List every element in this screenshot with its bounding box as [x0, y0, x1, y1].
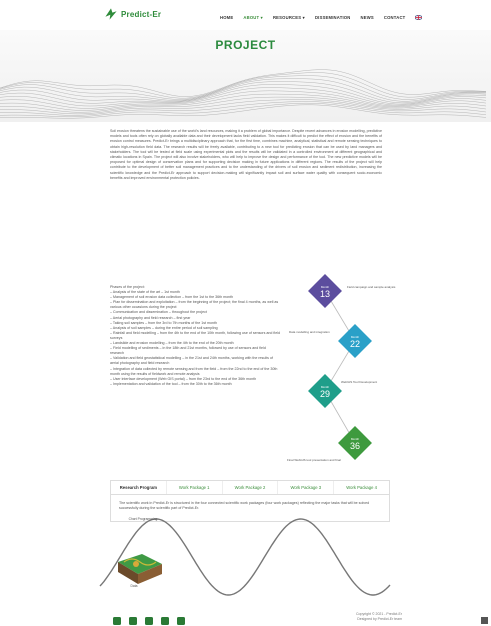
phase-item: – Communication and dissemination – throughout the project [110, 310, 207, 315]
phase-item: – User interface development (Web GIS portal) – from the 23rd to the end of the 36th month [110, 376, 257, 381]
footer-credits [322, 612, 402, 622]
milestone-month: 22 [349, 339, 361, 349]
linkedin-icon[interactable] [177, 617, 185, 625]
top-navigation-bar [0, 0, 491, 30]
phase-item: – Management of soil erosion data collection – from the 1st to the 36th month [110, 295, 234, 300]
leaf-logo-icon [104, 7, 118, 21]
milestone-month: 29 [319, 389, 331, 399]
nav-resources[interactable]: RESOURCES ▾ [272, 15, 305, 20]
tab-content: The scientific work in Predict-Er is structured in the four connected scientific work packages (four work packages) reflecting the major tasks that will be solved successfully during the scientific part of Predict-Er. [119, 501, 370, 510]
wave-illustration [100, 512, 390, 602]
phase-item: – Landslide and erosion modelling – from the 4th to the end of the 20th month [110, 341, 234, 346]
nav-dissemination[interactable]: DISSEMINATION [314, 15, 351, 20]
phase-item: – Aerial photography and field research – first year [110, 315, 191, 320]
page-title: PROJECT [215, 38, 276, 52]
wave-label-top: Chart Programming [128, 517, 158, 521]
terrain-wireframe-illustration [0, 50, 491, 122]
project-intro-text: Soil erosion threatens the sustainable use of the world's land resources, making it a problem of global importance. Despite recent advances in erosion modelling, predictive models and tools often rely on globally available data and their development lacks field validation. This makes it difficult to predict the effect of erosion and the benefits of erosion control measures. Predict-Er brings a multidisciplinary approach that, for the first time, combines machine, analytical, statistical and remote sensing techniques to obtain high-resolution field data. The research results will be freely available, contributing to a new tool for predicting erosion that can be used by land managers and stakeholders. The tool will be tested at field scale using experimental plots and the results will be validated in a controlled environment at different geographical and climatic locations in Spain. The project will also involve stakeholders, who will help to improve the design and performance of the tool. The new predictive models will be proposed for optimal design of conservation plans and for supporting decision making in future applications in different regions. The results of the project will help contribute to the development of better soil management practices and to the understanding of the drivers of soil erosion and sediment redistribution, increasing the scientific knowledge and the Predict-Er approach to support decision-making will significantly impact soil and surface water quality with consequent socio-economic benefits and improved environmental protection policies. [110, 129, 382, 180]
logo-text: Predict-Er [121, 9, 162, 19]
milestone-label: Month [350, 335, 360, 339]
nav-news[interactable]: NEWS [360, 15, 374, 20]
phase-item: – Taking soil samples – from the 3rd to 7th months of the 1st month [110, 320, 218, 325]
milestone-month: 13 [319, 289, 331, 299]
tab-research-program[interactable]: Research Program [111, 481, 167, 494]
designer-text: Designed by Predict-Er team [357, 617, 402, 621]
project-phases-list [110, 285, 280, 387]
hero-banner [0, 30, 491, 122]
social-links [113, 617, 185, 625]
wave-label-bottom: Data [130, 584, 138, 588]
tab-work-package-1[interactable]: Work Package 1 [167, 481, 223, 494]
copyright-text: Copyright © 2021 - Predict-Er [356, 612, 402, 616]
phase-item: – Field modelling of sediments – in the 18th and 21st months, followed by use of sensors and field research [110, 346, 266, 356]
tab-row [111, 481, 389, 495]
milestone-caption: WebGIS Tool Development [341, 380, 378, 384]
nav-about[interactable]: ABOUT ▾ [243, 15, 263, 20]
nav-home[interactable]: HOME [220, 15, 234, 20]
phases-heading: Phases of the project: [110, 285, 145, 289]
milestone-month-36 [287, 426, 372, 462]
youtube-icon[interactable] [129, 617, 137, 625]
instagram-icon[interactable] [113, 617, 121, 625]
main-nav [220, 15, 422, 20]
phase-item: – Rainfall and field modelling – from the 4th to the end of the 10th month, following use of sensors and field surveys [110, 330, 281, 340]
nav-contact[interactable]: CONTACT [383, 15, 406, 20]
milestone-timeline [285, 283, 396, 483]
phase-item: – Integration of data collected by remote sensing and from the field – from the 22nd to the end of the 30th month using the results of fieldwork and remote analysis [110, 366, 278, 376]
milestone-month-13 [308, 274, 396, 308]
milestone-month-22 [289, 324, 372, 358]
facebook-icon[interactable] [145, 617, 153, 625]
tab-work-package-2[interactable]: Work Package 2 [223, 481, 279, 494]
phase-item: – Analysis of soil samples – during the entire period of soil sampling [110, 325, 218, 330]
scroll-to-top-button[interactable] [481, 617, 488, 624]
milestone-label: Month [320, 385, 330, 389]
milestone-label: Month [320, 285, 330, 289]
x-twitter-icon[interactable] [161, 617, 169, 625]
uk-flag-icon[interactable] [415, 15, 422, 20]
tab-work-package-4[interactable]: Work Package 4 [346, 485, 377, 490]
tab-work-package-3[interactable]: Work Package 3 [278, 481, 334, 494]
milestone-caption: Data modelling and integration [289, 330, 330, 334]
phase-item: – Analysis of the state of the art – 1st month [110, 290, 180, 295]
milestone-caption: Final WebGIS tool presentation and final [287, 458, 341, 462]
phase-item: – Plan for dissemination and exploitation – from the beginning of the project; the final 4 months, as well as various other occasions during the project [110, 300, 279, 310]
milestone-month-29 [308, 374, 377, 408]
site-logo[interactable] [104, 7, 161, 21]
milestone-caption: Field campaign and sample analysis [347, 285, 396, 289]
milestone-label: Month [350, 437, 360, 441]
phase-item: – Validation and field geostatistical modelling – in the 21st and 24th months, working with the results of aerial photography and field research [110, 356, 273, 366]
milestone-month: 36 [349, 441, 361, 451]
terrain-block-icon [118, 554, 162, 584]
phase-item: – Implementation and validation of the tool – from the 30th to the 36th month [110, 381, 232, 386]
